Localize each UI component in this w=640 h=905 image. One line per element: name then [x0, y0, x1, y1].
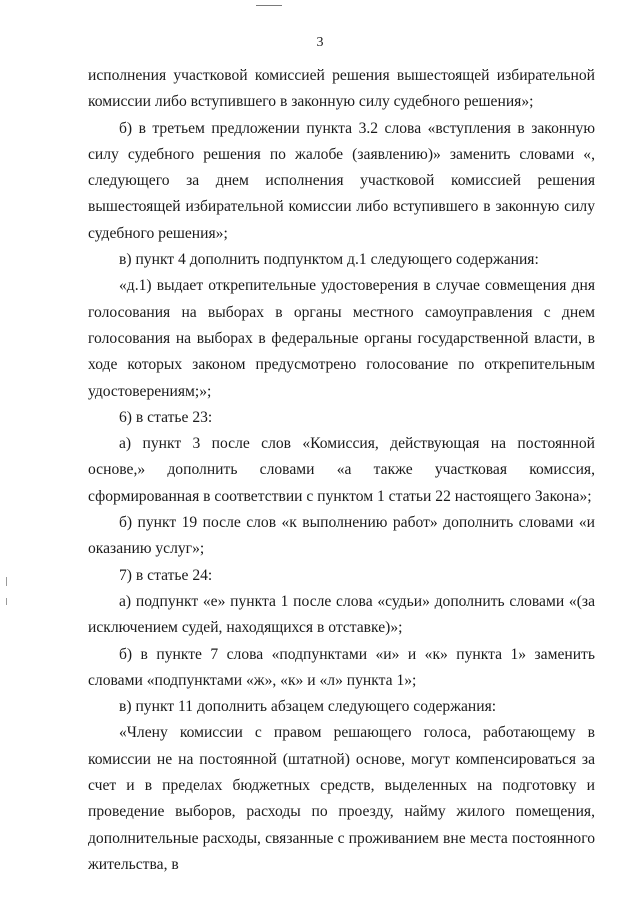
paragraph: б) в третьем предложении пункта 3.2 слова «вступления в законную силу судебного решения по жалобе (заявлению)» заменить словами «, следующего за днем исполнения участковой комиссией решения вышестоящей избирательной комиссии либо вступившего в законную силу судебного решения»;	[88, 119, 595, 242]
page-number: 3	[316, 35, 324, 50]
document-body	[88, 63, 595, 878]
scan-mark	[256, 5, 282, 6]
paragraph: исполнения участковой комиссией решения вышестоящей избирательной комиссии либо вступившего в законную силу судебного решения»;	[88, 67, 595, 111]
paragraph: а) подпункт «е» пункта 1 после слова «судьи» дополнить словами «(за исключением судей, находящихся в отставке)»;	[88, 592, 595, 637]
paragraph: б) в пункте 7 слова «подпунктами «и» и «к» пункта 1» заменить словами «подпунктами «ж», «к» и «л» пункта 1»;	[88, 645, 595, 689]
paragraph: 7) в статье 24:	[119, 566, 213, 584]
paragraph: 6) в статье 23:	[119, 408, 213, 426]
paragraph: в) пункт 4 дополнить подпунктом д.1 следующего содержания:	[119, 251, 539, 269]
paragraph: «Члену комиссии с правом решающего голоса, работающему в комиссии не на постоянной (штатной) основе, могут компенсироваться за счет и в пределах бюджетных средств, выделенных на подготовку и проведение выборов, расходы по проезду, найму жилого помещения, дополнительные расходы, связанные с проживанием вне места постоянного жительства, в	[88, 724, 595, 873]
paragraph: в) пункт 11 дополнить абзацем следующего содержания:	[119, 698, 497, 716]
margin-mark	[6, 577, 7, 586]
paragraph: а) пункт 3 после слов «Комиссия, действующая на постоянной основе,» дополнить словами «а также участковая комиссия, сформированная в соответствии с пунктом 1 статьи 22 настоящего Закона»;	[88, 435, 595, 505]
margin-mark	[6, 598, 7, 605]
paragraph: «д.1) выдает открепительные удостоверения в случае совмещения дня голосования на выборах в органы местного самоуправления с днем голосования на выборах в федеральные органы государственной власти, в ходе которых законом предусмотрено голосование по открепительным удостоверениям;»;	[88, 277, 595, 400]
paragraph: б) пункт 19 после слов «к выполнению работ» дополнить словами «и оказанию услуг»;	[88, 514, 595, 558]
